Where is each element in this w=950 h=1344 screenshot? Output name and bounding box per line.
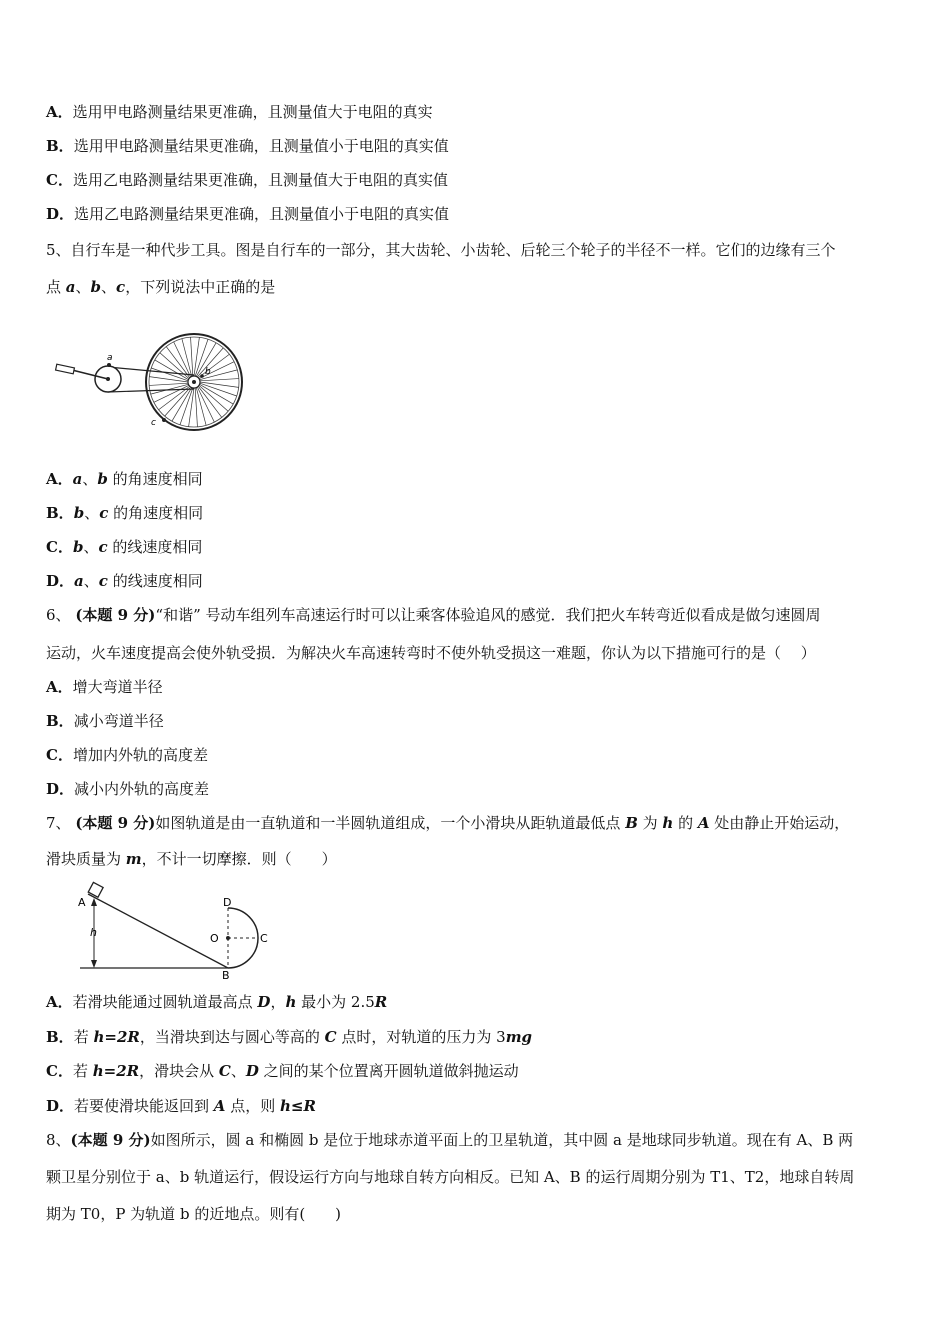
wheel-spoke xyxy=(196,388,206,426)
label-a: a xyxy=(107,353,113,363)
q4-option-c: C．选用乙电路测量结果更准确，且测量值大于电阻的真实值 xyxy=(46,171,448,189)
q7-stem-line1: 7、 (本题 9 分)如图轨道是由一直轨道和一半圆轨道组成，一个小滑块从距轨道最低点 B 为 h 的 A 处由静止开始运动， xyxy=(46,814,850,832)
q6-stem-line2: 运动，火车速度提高会使外轨受损．为解决火车高速转弯时不使外轨受损这一难题，你认为以下措施可行的是（ ） xyxy=(46,644,816,662)
wheel-spoke xyxy=(200,383,237,396)
q4-option-a: A．选用甲电路测量结果更准确，且测量值大于电阻的真实 xyxy=(46,103,433,121)
track-figure xyxy=(72,880,272,980)
q5-option-b: B．b、c 的角速度相同 xyxy=(46,504,204,522)
bicycle-figure xyxy=(52,328,252,433)
q6-option-d: D．减小内外轨的高度差 xyxy=(46,780,210,798)
rear-wheel xyxy=(146,334,242,430)
q5-stem-line2: 点 a、b、c，下列说法中正确的是 xyxy=(46,278,276,296)
wheel-spoke xyxy=(189,388,194,427)
q8-stem-line1: 8、(本题 9 分)如图所示，圆 a 和椭圆 b 是位于地球赤道平面上的卫星轨道，其中圆 a 是地球同步轨道。现在有 A、B 两 xyxy=(46,1131,854,1149)
label-C: C xyxy=(260,932,268,945)
wheel-spoke xyxy=(194,337,199,376)
q5-stem-line1: 5、自行车是一种代步工具。图是自行车的一部分，其大齿轮、小齿轮、后轮三个轮子的半径不一样。它们的边缘有三个 xyxy=(46,241,836,259)
label-h: h xyxy=(90,926,97,939)
q7-option-d: D．若要使滑块能返回到 A 点，则 h≤R xyxy=(46,1097,316,1115)
q4-option-d: D．选用乙电路测量结果更准确，且测量值小于电阻的真实值 xyxy=(46,205,450,223)
wheel-spoke xyxy=(200,382,239,387)
label-c: c xyxy=(151,418,156,428)
label-O: O xyxy=(210,932,219,945)
label-D: D xyxy=(223,896,232,909)
wheel-spoke xyxy=(191,337,193,376)
q7-option-b: B．若 h=2R，当滑块到达与圆心等高的 C 点时，对轨道的压力为 3mg xyxy=(46,1028,533,1046)
q4-option-b: B．选用甲电路测量结果更准确，且测量值小于电阻的真实值 xyxy=(46,137,449,155)
wheel-spoke xyxy=(149,377,188,382)
q8-stem-line3: 期为 T0，P 为轨道 b 的近地点。则有( ) xyxy=(46,1205,342,1223)
q7-option-a: A．若滑块能通过圆轨道最高点 D，h 最小为 2.5R xyxy=(46,993,388,1011)
q5-option-d: D．a、c 的线速度相同 xyxy=(46,572,203,590)
label-B: B xyxy=(222,969,230,980)
q6-stem-line1: 6、 (本题 9 分)“和谐” 号动车组列车高速运行时可以让乘客体验追风的感觉．我们把火车转弯近似看成是做匀速圆周 xyxy=(46,606,821,624)
label-A: A xyxy=(78,896,86,909)
q6-option-c: C．增加内外轨的高度差 xyxy=(46,746,208,764)
q7-option-c: C．若 h=2R，滑块会从 C、D 之间的某个位置离开圆轨道做斜抛运动 xyxy=(46,1062,519,1080)
wheel-spoke xyxy=(149,383,188,385)
q8-stem-line2: 颗卫星分别位于 a、b 轨道运行，假设运行方向与地球自转方向相反。已知 A、B 的运行周期分别为 T1、T2，地球自转周 xyxy=(46,1168,855,1186)
label-b: b xyxy=(205,367,211,377)
wheel-spoke xyxy=(195,388,197,427)
q6-option-b: B．减小弯道半径 xyxy=(46,712,164,730)
q7-stem-line2: 滑块质量为 m，不计一切摩擦．则（ ） xyxy=(46,850,337,868)
wheel-spoke xyxy=(200,379,239,381)
q5-option-a: A．a、b 的角速度相同 xyxy=(46,470,203,488)
q5-option-c: C．b、c 的线速度相同 xyxy=(46,538,203,556)
q6-option-a: A．增大弯道半径 xyxy=(46,678,163,696)
wheel-spoke xyxy=(182,339,192,377)
wheel-spoke xyxy=(180,388,193,425)
